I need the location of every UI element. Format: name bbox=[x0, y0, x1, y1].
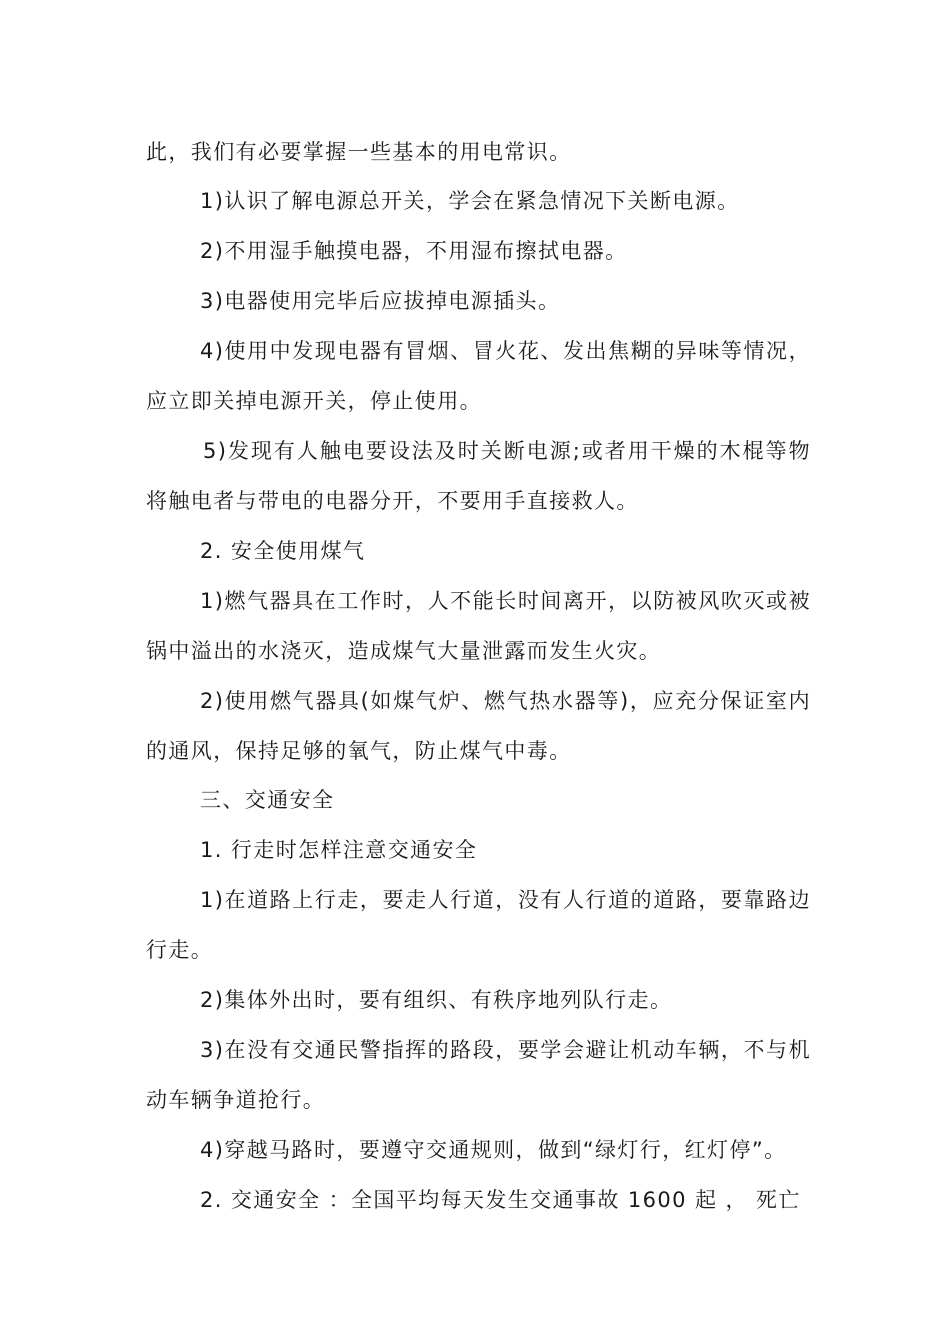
gas-tip-1-continued: 锅中溢出的水浇灭，造成煤气大量泄露而发生火灾。 bbox=[146, 639, 662, 663]
walking-tip-2: 2)集体外出时，要有组织、有秩序地列队行走。 bbox=[200, 988, 673, 1012]
electric-tip-5: 5)发现有人触电要设法及时关断电源;或者用干燥的木棍等物 bbox=[203, 439, 811, 463]
walking-tip-1-continued: 行走。 bbox=[146, 938, 214, 962]
electric-tip-3: 3)电器使用完毕后应拔掉电源插头。 bbox=[200, 289, 561, 313]
walking-tip-3-continued: 动车辆争道抢行。 bbox=[146, 1088, 326, 1112]
walking-tip-3: 3)在没有交通民警指挥的路段，要学会避让机动车辆，不与机 bbox=[200, 1038, 811, 1062]
electric-tip-1: 1)认识了解电源总开关，学会在紧急情况下关断电源。 bbox=[200, 189, 740, 213]
electric-tip-5-continued: 将触电者与带电的电器分开，不要用手直接救人。 bbox=[146, 489, 639, 513]
section-heading-gas-safety: 2. 安全使用煤气 bbox=[200, 539, 366, 563]
gas-tip-2: 2)使用燃气器具(如煤气炉、燃气热水器等)，应充分保证室内 bbox=[200, 689, 811, 713]
walking-tip-1: 1)在道路上行走，要走人行道，没有人行道的道路，要靠路边 bbox=[200, 888, 811, 912]
gas-tip-2-continued: 的通风，保持足够的氧气，防止煤气中毒。 bbox=[146, 739, 572, 763]
walking-tip-4: 4)穿越马路时，要遵守交通规则，做到“绿灯行，红灯停”。 bbox=[200, 1138, 787, 1162]
traffic-statistics-line: 2. 交通安全 ：全国平均每天发生交通事故 1600 起 ， 死亡 bbox=[200, 1188, 801, 1212]
gas-tip-1: 1)燃气器具在工作时，人不能长时间离开，以防被风吹灭或被 bbox=[200, 589, 811, 613]
paragraph-line: 此，我们有必要掌握一些基本的用电常识。 bbox=[146, 140, 572, 164]
section-heading-traffic-safety: 三、交通安全 bbox=[200, 788, 335, 812]
electric-tip-4-continued: 应立即关掉电源开关，停止使用。 bbox=[146, 389, 482, 413]
electric-tip-2: 2)不用湿手触摸电器，不用湿布擦拭电器。 bbox=[200, 239, 628, 263]
electric-tip-4: 4)使用中发现电器有冒烟、冒火花、发出焦糊的异味等情况， bbox=[200, 339, 811, 363]
subsection-heading-walking: 1. 行走时怎样注意交通安全 bbox=[200, 838, 478, 862]
